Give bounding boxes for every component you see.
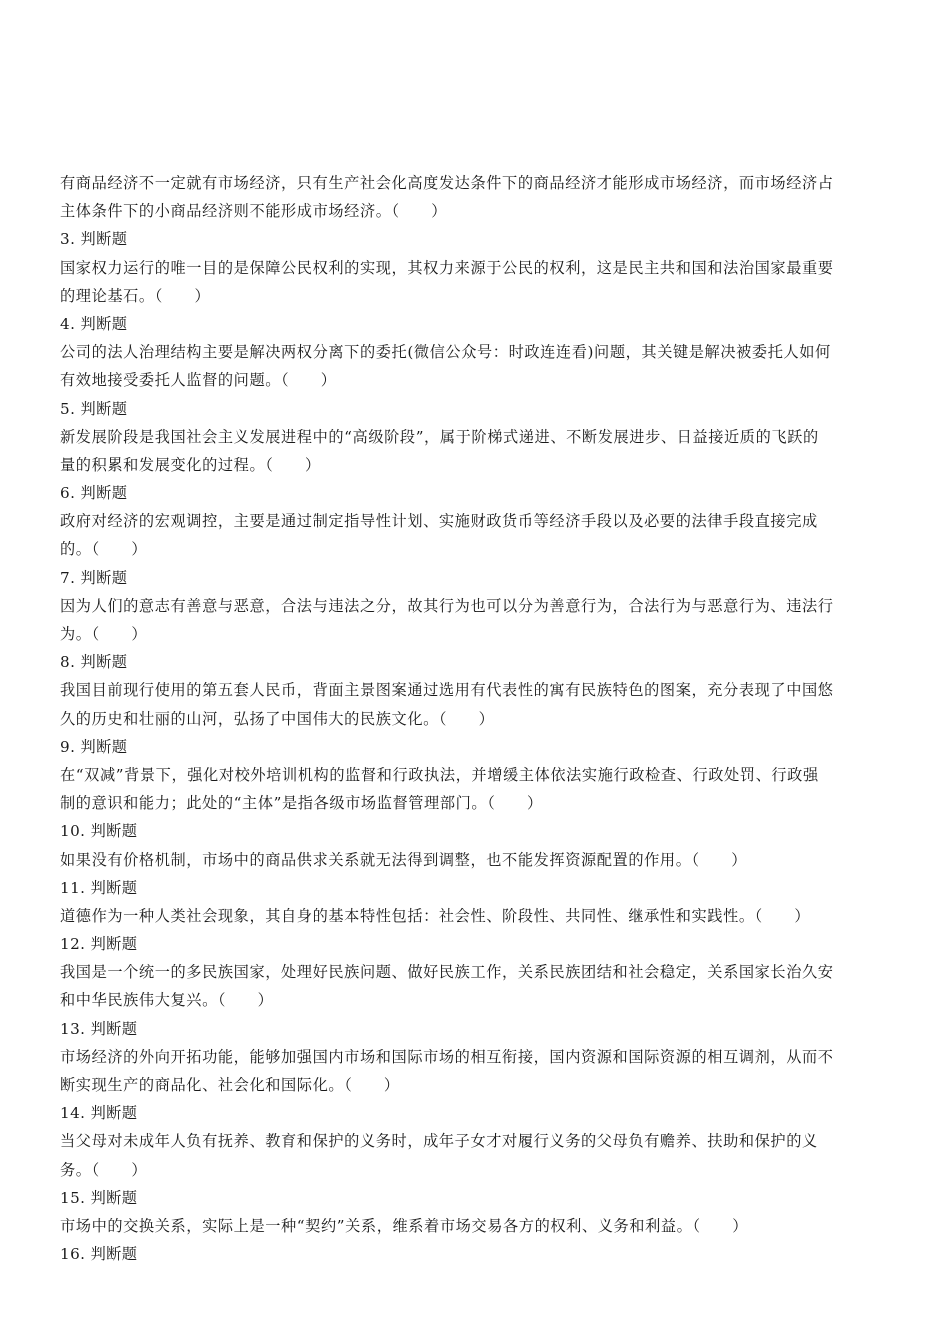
question-7	[60, 564, 895, 649]
question-text: 的理论基石。（ ）	[60, 286, 211, 305]
question-text: 当父母对未成年人负有抚养、教育和保护的义务时，成年子女才对履行义务的父母负有赡养、扶助和保护的义	[60, 1132, 818, 1151]
question-11	[60, 874, 895, 930]
question-text: 市场经济的外向开拓功能，能够加强国内市场和国际市场的相互衔接，国内资源和国际资源的相互调剂，从而不	[60, 1047, 834, 1066]
question-text: 务。（ ）	[60, 1160, 148, 1179]
question-label: 12. 判断题	[60, 935, 138, 954]
text-line: 有商品经济不一定就有市场经济，只有生产社会化高度发达条件下的商品经济才能形成市场经济，而市场经济占	[60, 174, 834, 192]
question-label: 6. 判断题	[60, 484, 128, 503]
question-label: 16. 判断题	[60, 1245, 138, 1264]
question-text: 市场中的交换关系，实际上是一种“契约”关系，维系着市场交易各方的权利、义务和利益。（ ）	[60, 1216, 748, 1235]
question-text: 政府对经济的宏观调控，主要是通过制定指导性计划、实施财政货币等经济手段以及必要的法律手段直接完成	[60, 512, 818, 531]
question-label: 3. 判断题	[60, 230, 128, 249]
question-6	[60, 479, 895, 564]
question-text: 有效地接受委托人监督的问题。（ ）	[60, 371, 337, 390]
question-text: 新发展阶段是我国社会主义发展进程中的“高级阶段”，属于阶梯式递进、不断发展进步、日益接近质的飞跃的	[60, 427, 819, 446]
question-9	[60, 733, 895, 818]
text-line: 主体条件下的小商品经济则不能形成市场经济。（ ）	[60, 202, 448, 221]
question-5	[60, 395, 895, 480]
question-16	[60, 1240, 895, 1268]
question-label: 10. 判断题	[60, 822, 138, 841]
question-4	[60, 310, 895, 395]
question-text: 和中华民族伟大复兴。（ ）	[60, 991, 274, 1010]
question-13	[60, 1015, 895, 1100]
question-12	[60, 930, 895, 1015]
question-label: 4. 判断题	[60, 314, 128, 333]
question-label: 9. 判断题	[60, 737, 128, 756]
question-text: 断实现生产的商品化、社会化和国际化。（ ）	[60, 1076, 400, 1094]
question-label: 15. 判断题	[60, 1188, 138, 1207]
question-label: 11. 判断题	[60, 878, 138, 897]
question-text: 久的历史和壮丽的山河，弘扬了中国伟大的民族文化。（ ）	[60, 709, 495, 728]
question-label: 5. 判断题	[60, 399, 128, 418]
question-text: 量的积累和发展变化的过程。（ ）	[60, 455, 321, 474]
question-text: 公司的法人治理结构主要是解决两权分离下的委托(微信公众号：时政连连看)问题，其关键是解决被委托人如何	[60, 343, 831, 362]
question-text: 如果没有价格机制，市场中的商品供求关系就无法得到调整，也不能发挥资源配置的作用。（ ）	[60, 850, 748, 869]
question-text: 我国目前现行使用的第五套人民币，背面主景图案通过选用有代表性的寓有民族特色的图案，充分表现了中国悠	[60, 681, 834, 700]
question-text: 在“双减”背景下，强化对校外培训机构的监督和行政执法，并增缓主体依法实施行政检查、行政处罚、行政强	[60, 765, 819, 784]
question-text: 国家权力运行的唯一目的是保障公民权利的实现，其权力来源于公民的权利，这是民主共和国和法治国家最重要	[60, 258, 834, 277]
question-text: 因为人们的意志有善意与恶意，合法与违法之分，故其行为也可以分为善意行为，合法行为与恶意行为、违法行	[60, 596, 834, 615]
question-3	[60, 225, 895, 310]
question-label: 13. 判断题	[60, 1019, 138, 1038]
intro-paragraph	[60, 169, 895, 225]
question-label: 14. 判断题	[60, 1104, 138, 1123]
question-text: 的。（ ）	[60, 540, 148, 559]
question-text: 我国是一个统一的多民族国家，处理好民族问题、做好民族工作，关系民族团结和社会稳定，关系国家长治久安	[60, 963, 834, 982]
question-label: 7. 判断题	[60, 568, 128, 587]
question-label: 8. 判断题	[60, 653, 128, 672]
document-page	[60, 169, 895, 1268]
question-15	[60, 1184, 895, 1240]
question-text: 制的意识和能力；此处的“主体”是指各级市场监督管理部门。（ ）	[60, 794, 543, 813]
question-text: 道德作为一种人类社会现象，其自身的基本特性包括：社会性、阶段性、共同性、继承性和实践性。（ ）	[60, 906, 811, 925]
question-14	[60, 1099, 895, 1184]
question-text: 为。（ ）	[60, 625, 148, 643]
question-10	[60, 817, 895, 873]
question-8	[60, 648, 895, 733]
